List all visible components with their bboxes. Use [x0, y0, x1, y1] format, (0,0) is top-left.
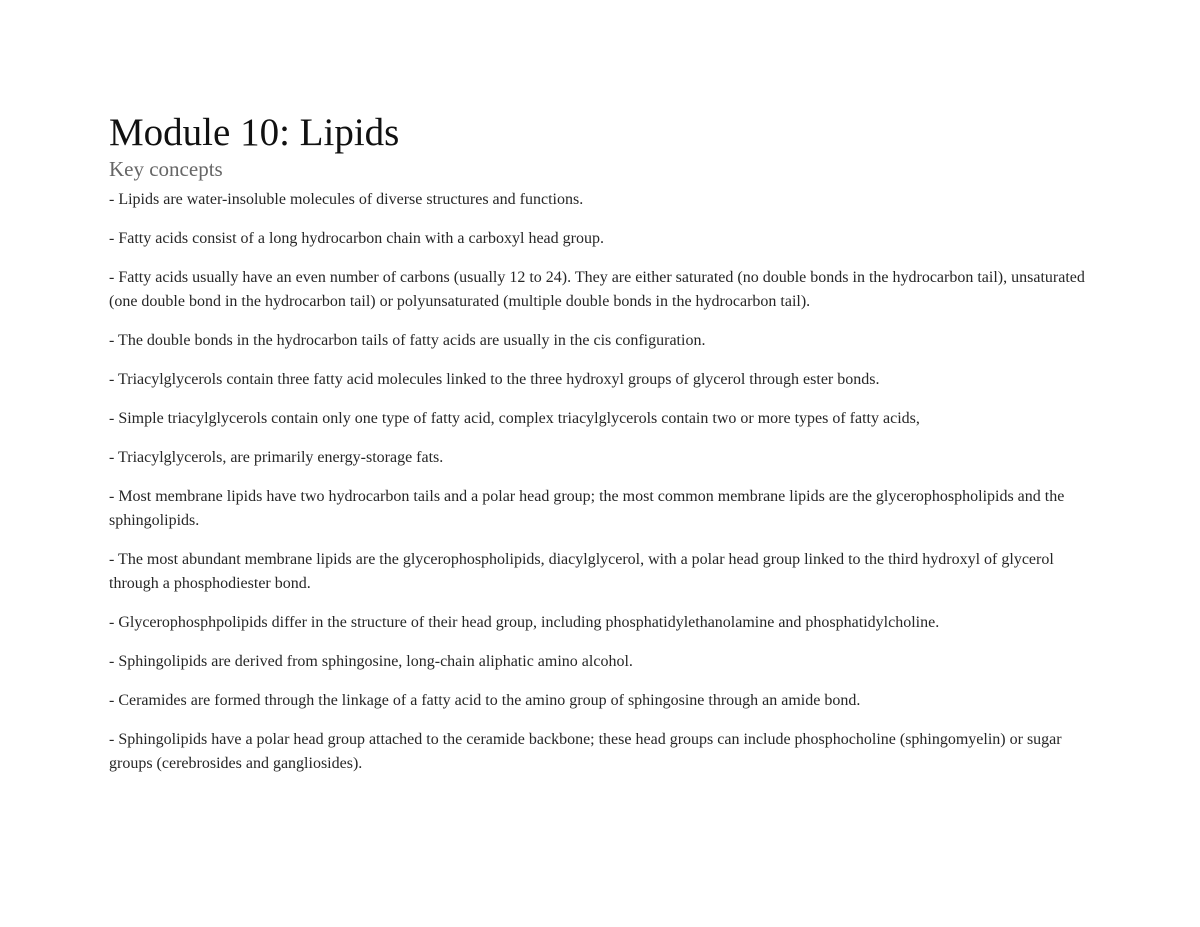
concept-item: - Fatty acids usually have an even number of carbons (usually 12 to 24). They are either saturated (no double bonds in the hydrocarbon tail), unsaturated (one double bond in the hydrocarbon tail) or polyunsaturated (multiple double bonds in the hydrocarbon tail).: [109, 269, 1085, 310]
page-title: Module 10: Lipids: [109, 111, 400, 154]
concept-item: - Lipids are water-insoluble molecules of diverse structures and functions.: [109, 191, 584, 208]
concept-item: - Ceramides are formed through the linkage of a fatty acid to the amino group of sphingosine through an amide bond.: [109, 692, 861, 709]
concept-item: - Triacylglycerols, are primarily energy-storage fats.: [109, 449, 444, 466]
concept-item: - Sphingolipids have a polar head group attached to the ceramide backbone; these head groups can include phosphocholine (sphingomyelin) or sugar groups (cerebrosides and gangliosides).: [109, 731, 1062, 772]
concept-item: - Most membrane lipids have two hydrocarbon tails and a polar head group; the most common membrane lipids are the glycerophospholipids and the sphingolipids.: [109, 488, 1065, 529]
section-subtitle: Key concepts: [109, 157, 223, 181]
concept-item: - The double bonds in the hydrocarbon tails of fatty acids are usually in the cis configuration.: [109, 332, 706, 349]
concept-item: - Fatty acids consist of a long hydrocarbon chain with a carboxyl head group.: [109, 230, 604, 247]
concept-item: - Triacylglycerols contain three fatty acid molecules linked to the three hydroxyl groups of glycerol through ester bonds.: [109, 371, 880, 388]
concept-item: - Simple triacylglycerols contain only one type of fatty acid, complex triacylglycerols contain two or more types of fatty acids,: [109, 410, 920, 427]
key-concepts-list: [109, 188, 1099, 776]
concept-item: - Sphingolipids are derived from sphingosine, long-chain aliphatic amino alcohol.: [109, 653, 633, 670]
document-page: [109, 110, 1099, 791]
concept-item: - Glycerophosphpolipids differ in the structure of their head group, including phosphatidylethanolamine and phosphatidylcholine.: [109, 614, 940, 631]
concept-item: - The most abundant membrane lipids are the glycerophospholipids, diacylglycerol, with a polar head group linked to the third hydroxyl of glycerol through a phosphodiester bond.: [109, 551, 1054, 592]
